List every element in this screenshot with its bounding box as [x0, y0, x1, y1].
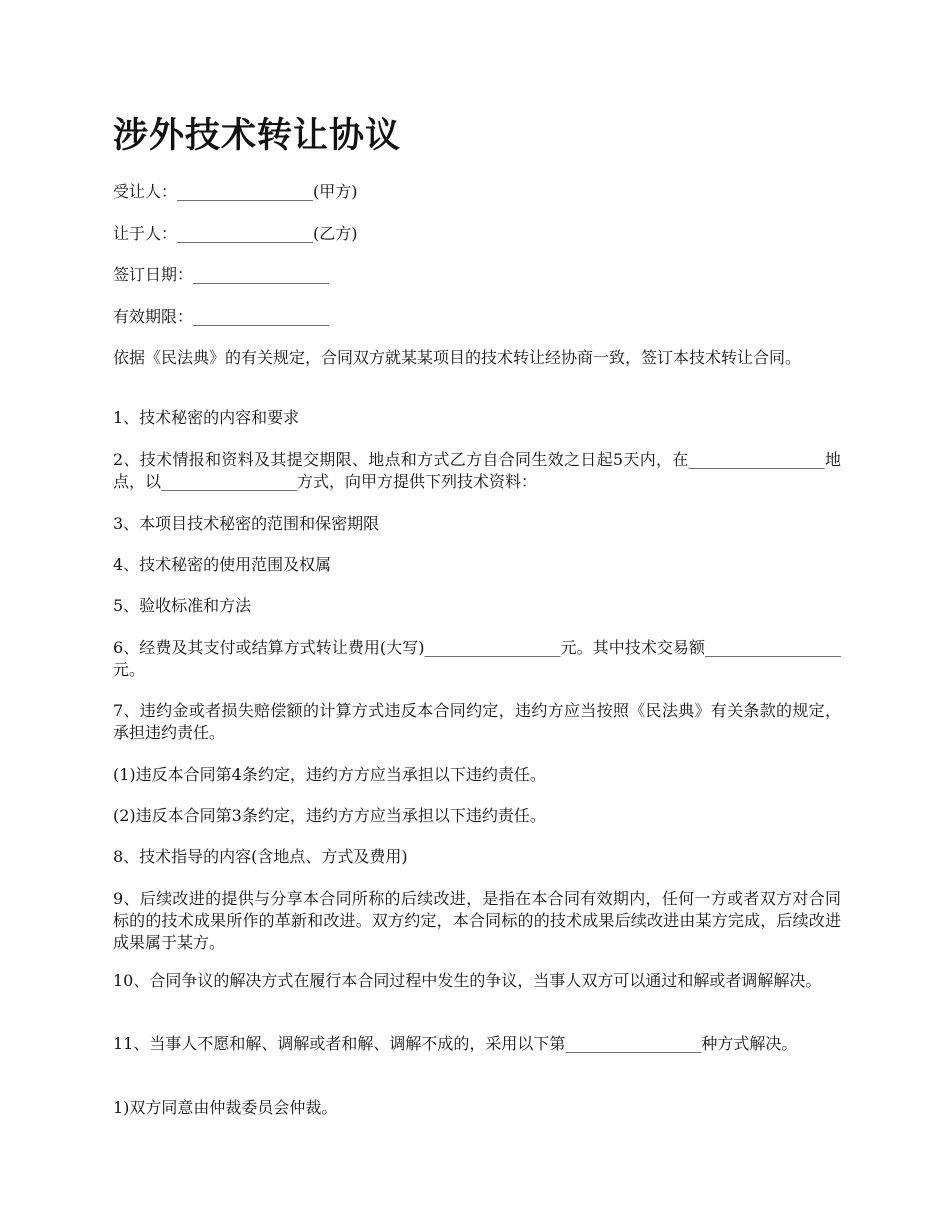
clause-1: 1、技术秘密的内容和要求: [113, 408, 300, 427]
preamble-paragraph: 依据《民法典》的有关规定，合同双方就某某项目的技术转让经协商一致，签订本技术转让合同。: [113, 348, 802, 367]
validity-period-line: 有效期限：_________________: [113, 307, 330, 326]
clause-11: 11、当事人不愿和解、调解或者和解、调解不成的，采用以下第_________________种方式解决。: [113, 1034, 798, 1053]
party-a-line: 受让人：_________________(甲方): [113, 182, 358, 201]
clause-4: 4、技术秘密的使用范围及权属: [113, 555, 332, 574]
clause-7-item-1: (1)违反本合同第4条约定，违约方方应当承担以下违约责任。: [113, 765, 546, 784]
clause-6: 6、经费及其支付或结算方式转让费用(大写)_________________元。其中技术交易额_________________元。: [113, 638, 841, 679]
document-title: 涉外技术转让协议: [113, 115, 402, 156]
clause-11-option-1: 1)双方同意由仲裁委员会仲裁。: [113, 1098, 338, 1117]
signing-date-line: 签订日期：_________________: [113, 265, 330, 284]
clause-2: 2、技术情报和资料及其提交期限、地点和方式乙方自合同生效之日起5天内，在_________________地点，以_________________方式，向甲方提供下列技术资料：: [113, 450, 841, 491]
clause-7: 7、违约金或者损失赔偿额的计算方式违反本合同约定，违约方应当按照《民法典》有关条款的规定，承担违约责任。: [113, 701, 841, 742]
party-b-line: 让于人：_________________(乙方): [113, 224, 358, 243]
clause-10: 10、合同争议的解决方式在履行本合同过程中发生的争议，当事人双方可以通过和解或者调解解决。: [113, 971, 822, 990]
clause-8: 8、技术指导的内容(含地点、方式及费用): [113, 847, 408, 866]
clause-9: 9、后续改进的提供与分享本合同所称的后续改进，是指在本合同有效期内，任何一方或者双方对合同标的的技术成果所作的革新和改进。双方约定，本合同标的的技术成果后续改进由某方完成，后续改进成果属于某方。: [113, 889, 841, 952]
clause-7-item-2: (2)违反本合同第3条约定，违约方方应当承担以下违约责任。: [113, 806, 546, 825]
clause-5: 5、验收标准和方法: [113, 596, 252, 615]
clause-3: 3、本项目技术秘密的范围和保密期限: [113, 514, 380, 533]
